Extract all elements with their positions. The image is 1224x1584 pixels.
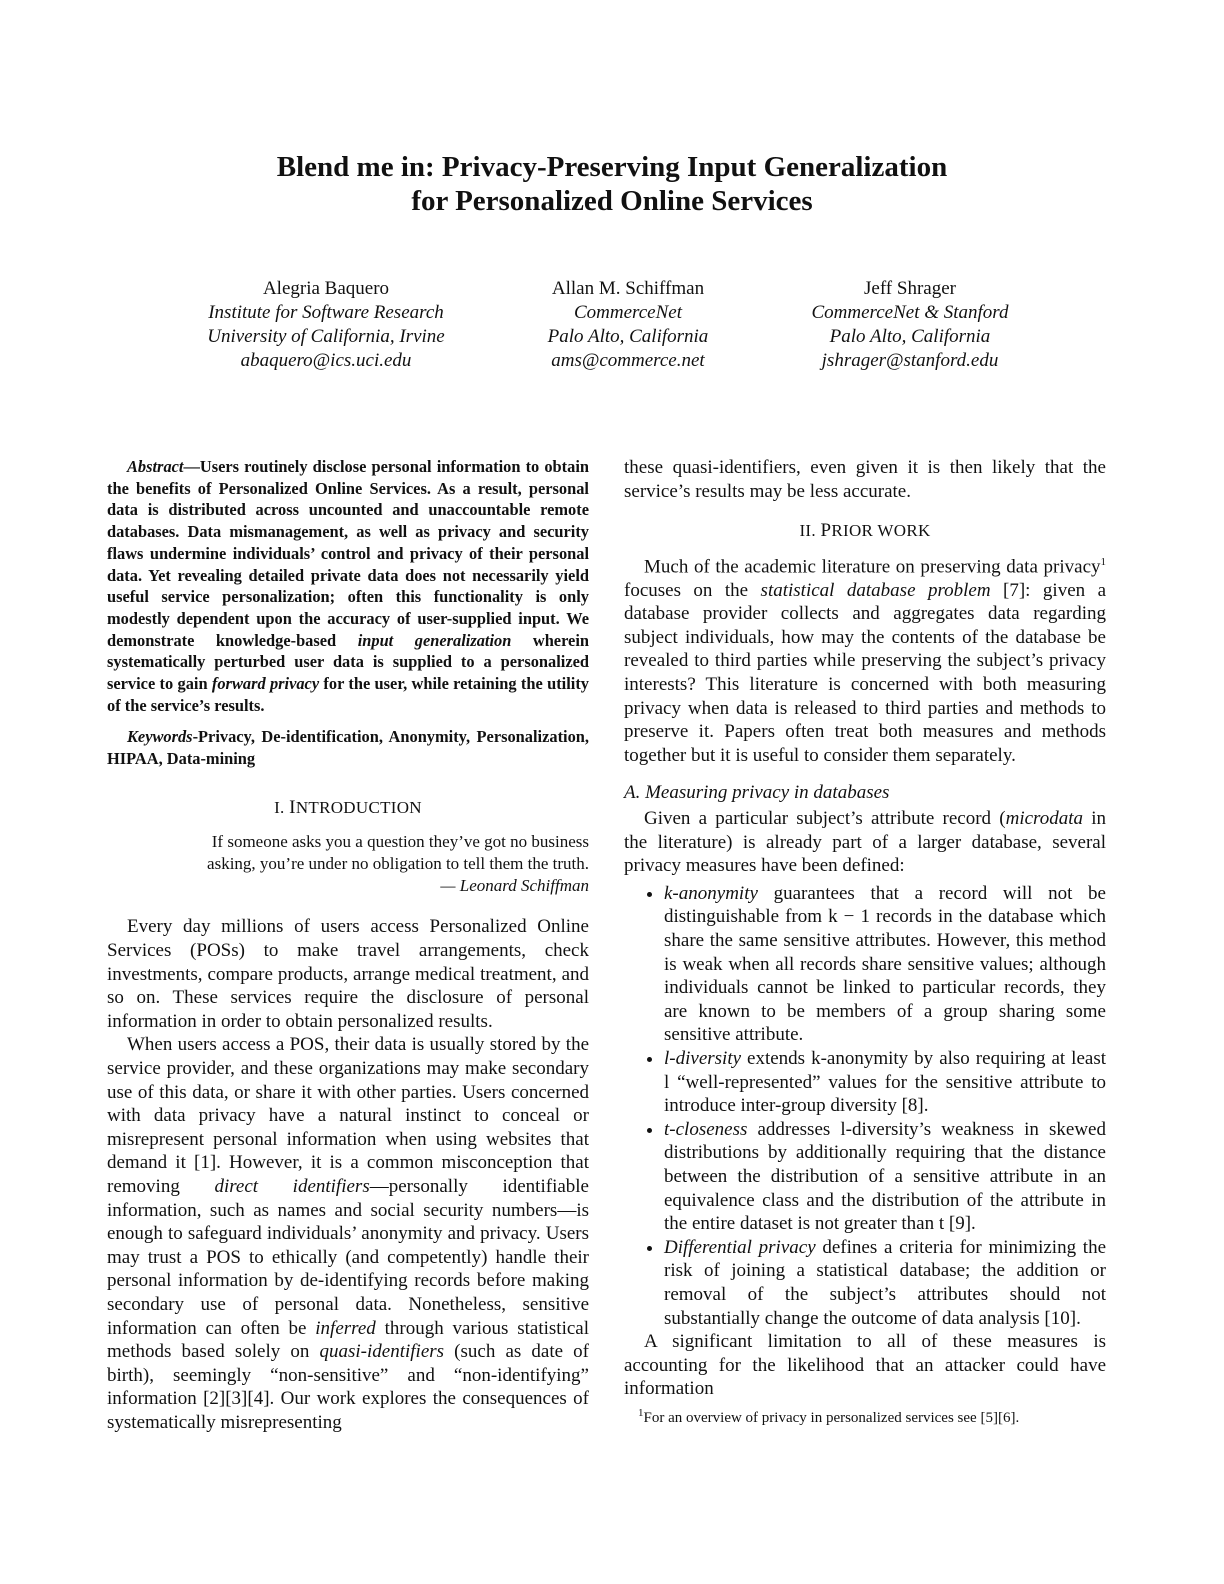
footnote-marker: 1: [1100, 555, 1106, 568]
intro-paragraph-1: Every day millions of users access Personalized Online Services (POSs) to make travel arrangements, check investments, compare products, arrange medical treatment, and so on. These services require the disclosure of personal information in order to obtain personalized results.: [107, 916, 589, 1032]
title-line-2: for Personalized Online Services: [411, 185, 813, 217]
author-email: abaquero@ics.uci.edu: [240, 350, 412, 371]
author-name: Allan M. Schiffman: [551, 278, 705, 299]
section-heading-introduction: I. INTRODUCTION: [274, 796, 422, 818]
author-email: jshrager@stanford.edu: [821, 350, 999, 371]
author-affiliation: University of California, Irvine: [207, 326, 445, 347]
measuring-paragraph: Given a particular subject’s attribute record (microdata in the literature) is already part of a larger database, several privacy measures have been defined:: [624, 808, 1106, 877]
abstract: Abstract—Users routinely disclose personal information to obtain the benefits of Personalized Online Services. As a result, personal data is distributed across uncounted and unaccountable remote databases. Data mismanagement, as well as privacy and security flaws undermine individuals’ control and privacy of their personal data. Yet revealing detailed private data does not necessarily yield useful service personalization; often this functionality is only modestly dependent upon the accuracy of user-supplied input. We demonstrate knowledge-based input generalization wherein systematically perturbed user data is supplied to a personalized service to gain forward privacy for the user, while retaining the utility of the service’s results.: [107, 457, 590, 715]
section-heading-prior-work: II. PRIOR WORK: [799, 520, 931, 542]
prior-work-paragraph: Much of the academic literature on preserving data privacy$^1$ focuses on the statistical database problem [7]: given a database provider collects and aggregates data regarding subject individuals, how may the contents of the database be revealed to third parties while preserving the subject’s privacy interests? This literature is concerned with both measuring privacy when data is released to third parties and methods to preserve it. Papers often treat both measures and methods together but it is useful to consider them separately.: [624, 555, 1107, 766]
subsection-heading-measuring-privacy: A. Measuring privacy in databases: [624, 782, 890, 804]
author-block-1: [176, 277, 476, 373]
privacy-measures-list: [624, 882, 1106, 1330]
quote-attribution: — Leonard Schiffman: [440, 876, 589, 896]
epigraph-quote: If someone asks you a question they’ve got no business asking, you’re under no obligation to tell them the truth. — Leonard Schiffman: [167, 831, 589, 897]
author-affiliation: CommerceNet: [574, 302, 682, 323]
limitation-paragraph: A significant limitation to all of these measures is accounting for the likelihood that an attacker could have information: [624, 1331, 1106, 1400]
continued-paragraph: these quasi-identifiers, even given it is then likely that the service’s results may be less accurate.: [624, 457, 1106, 502]
author-affiliation: Palo Alto, California: [547, 326, 709, 347]
author-block-3: [760, 277, 1060, 373]
author-affiliation: Institute for Software Research: [208, 302, 444, 323]
paper-title: [0, 150, 1224, 218]
keywords-label: Keywords: [127, 727, 193, 747]
author-affiliation: Palo Alto, California: [829, 326, 991, 347]
list-item: • l-diversity extends k-anonymity by also requiring at least l “well-represented” values for the sensitive attribute to introduce inter-group diversity [8].: [664, 1047, 1106, 1118]
list-item: • Differential privacy defines a criteria for minimizing the risk of joining a statistical database; the addition or removal of the subject’s attributes should not substantially change the outcome of data analysis [10].: [664, 1236, 1106, 1330]
list-item: • t-closeness addresses l-diversity’s weakness in skewed distributions by additionally requiring that the distance between the distribution of a sensitive attribute in an equivalence class and the distribution of the attribute in the entire dataset is not greater than t [9].: [664, 1118, 1106, 1236]
author-block-2: [478, 277, 778, 373]
author-name: Jeff Shrager: [864, 278, 956, 299]
keywords: Keywords-Privacy, De-identification, Anonymity, Personalization, HIPAA, Data-mining: [107, 727, 589, 769]
title-line-1: Blend me in: Privacy-Preserving Input Generalization: [276, 151, 948, 183]
intro-paragraph-2: When users access a POS, their data is usually stored by the service provider, and these organizations may make secondary use of this data, or share it with other parties. Users concerned with data privacy have a natural instinct to conceal or misrepresent personal information when using websites that demand it [1]. However, it is a common misconception that removing direct identifiers—personally identifiable information, such as names and social security numbers—is enough to safeguard individuals’ anonymity and privacy. Users may trust a POS to ethically (and competently) handle their personal information by de-identifying records before making secondary use of personal data. Nonetheless, sensitive information can often be inferred through various statistical methods based solely on quasi-identifiers (such as date of birth), seemingly “non-sensitive” and “non-identifying” information [2][3][4]. Our work explores the consequences of systematically misrepresenting: [107, 1034, 589, 1433]
left-column: [107, 456, 589, 1435]
author-name: Alegria Baquero: [262, 278, 390, 299]
list-item: • k-anonymity guarantees that a record will not be distinguishable from k − 1 records in the database which share the same sensitive attributes. However, this method is weak when all records share sensitive values; although individuals cannot be linked to particular records, they are known to be members of a group sharing some sensitive attribute.: [664, 882, 1106, 1047]
author-affiliation: CommerceNet & Stanford: [811, 302, 1009, 323]
author-email: ams@commerce.net: [551, 350, 705, 371]
right-column: [624, 456, 1106, 1401]
footnote: $^1$For an overview of privacy in personalized services see [5][6].: [638, 1407, 1020, 1426]
abstract-label: Abstract: [127, 457, 184, 476]
footnote-number: 1: [638, 1407, 644, 1419]
